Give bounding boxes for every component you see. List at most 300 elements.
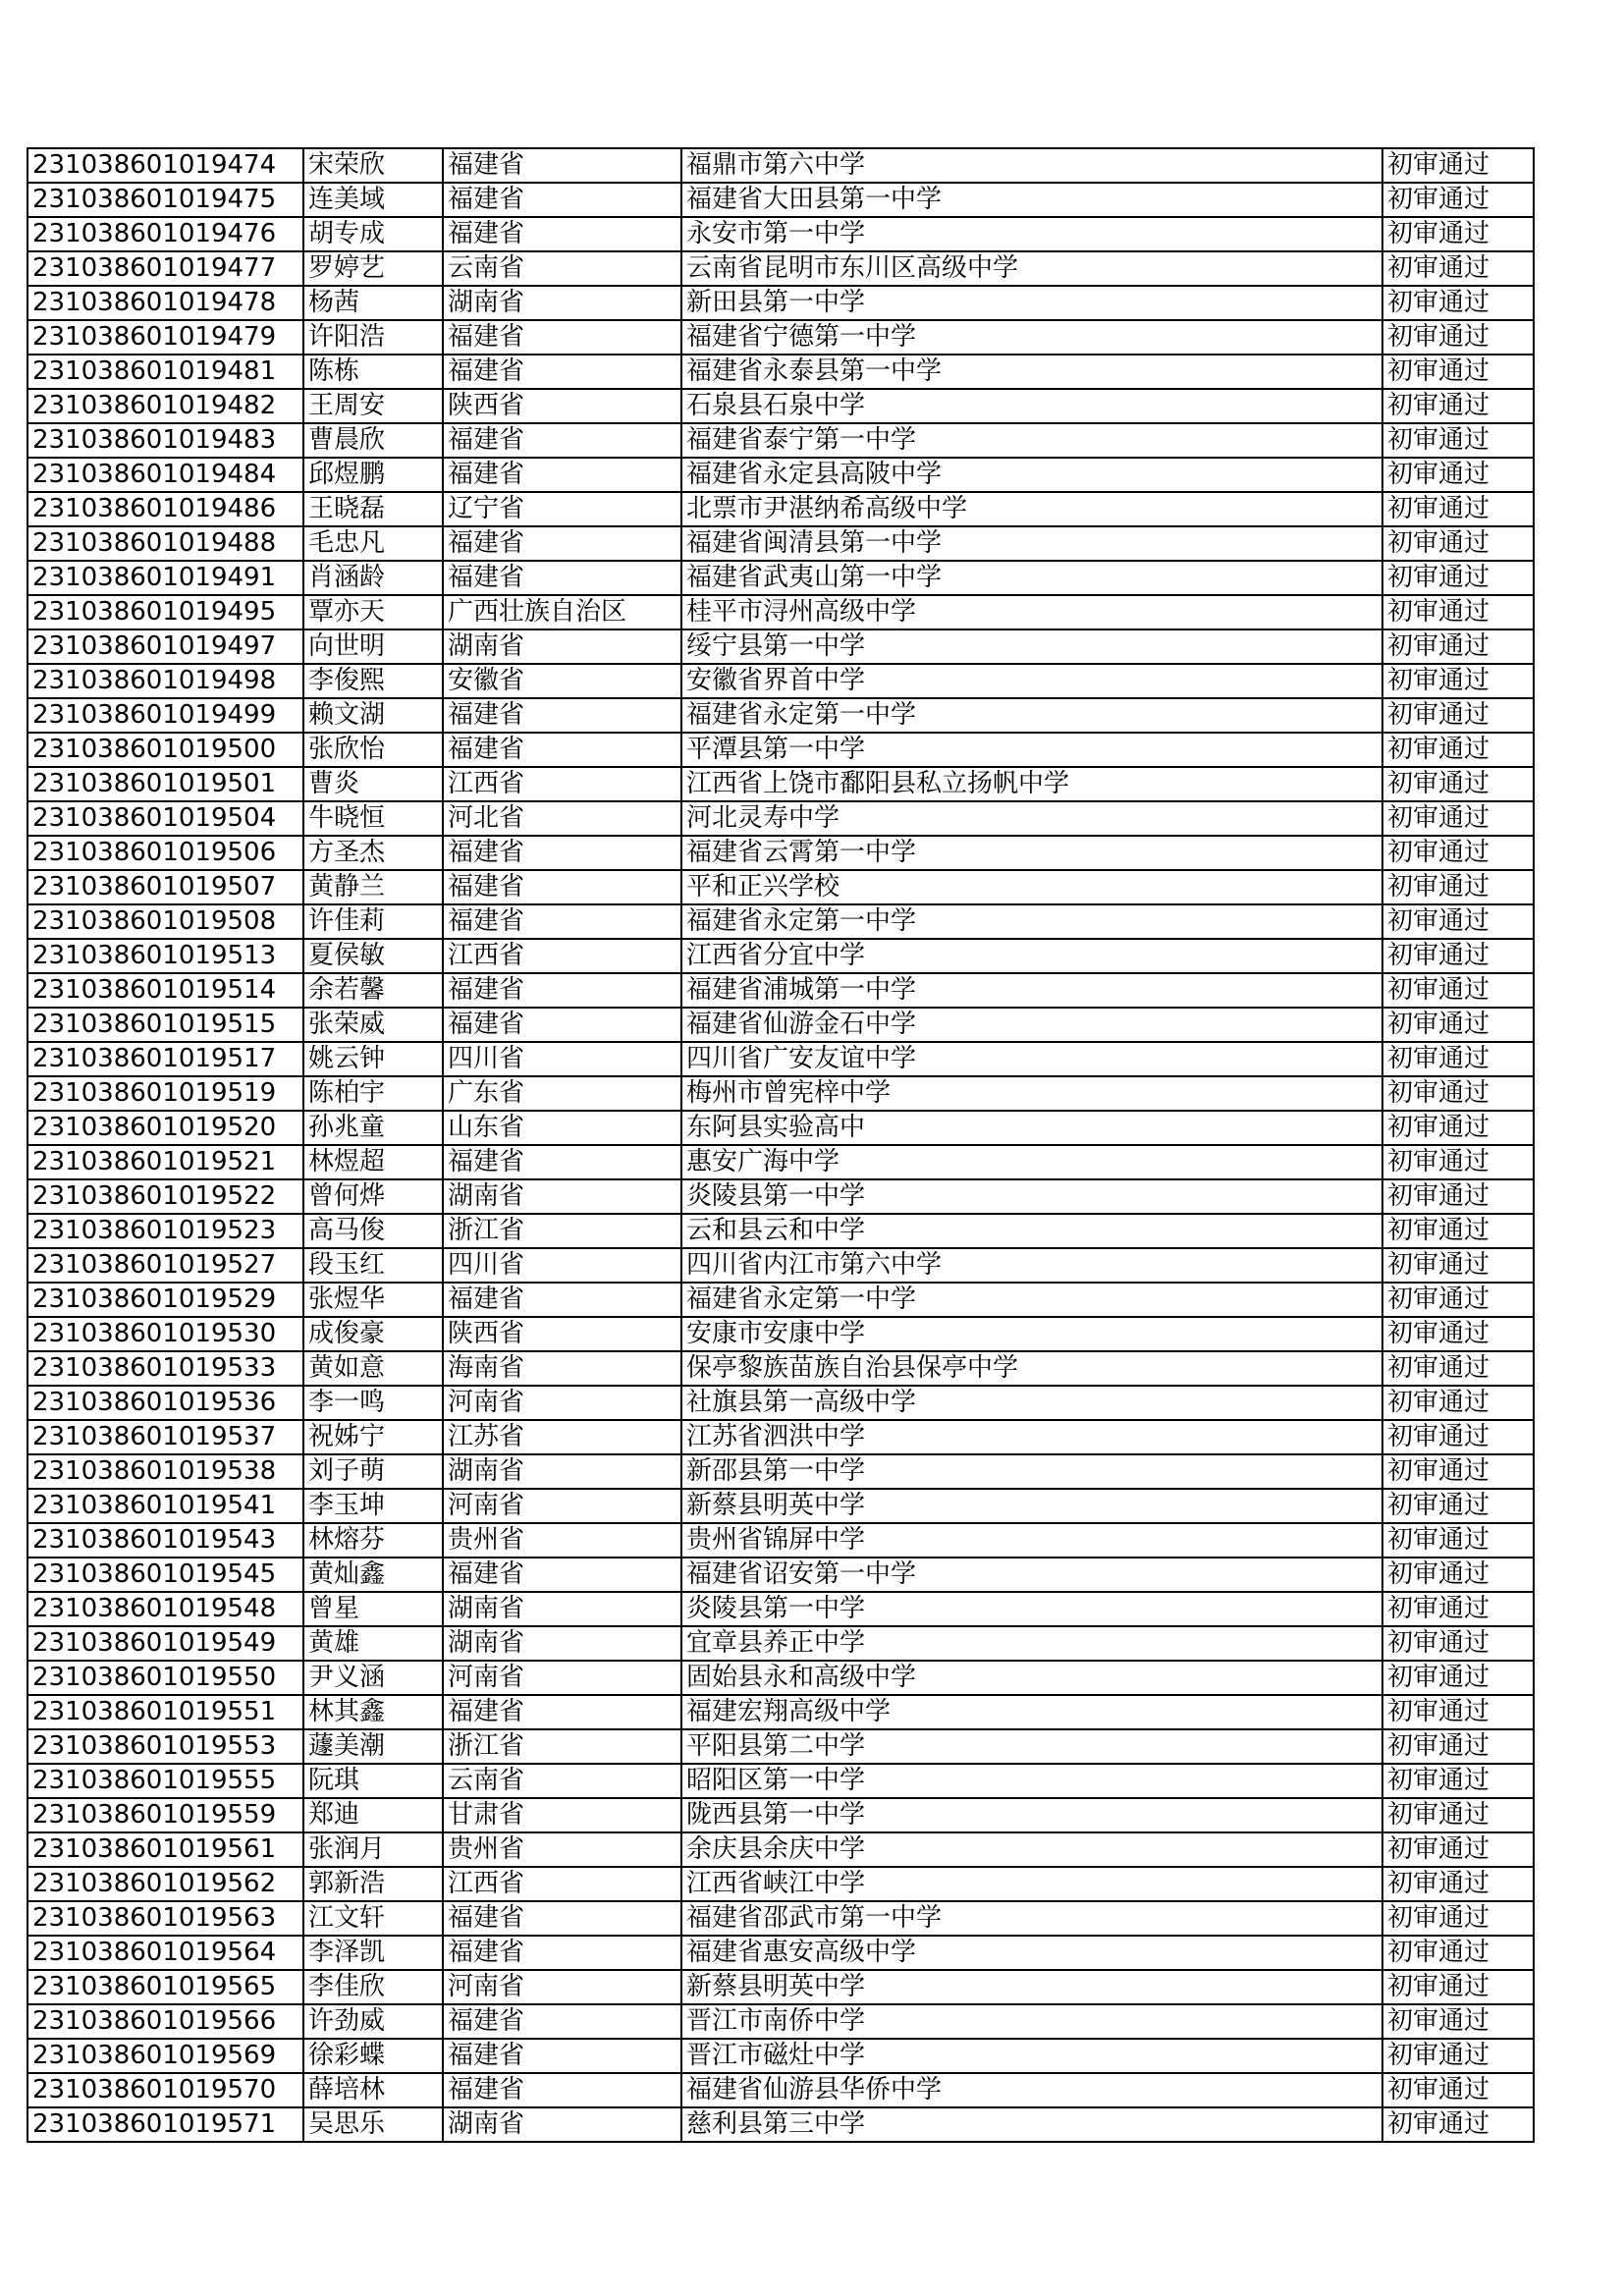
table-row: [27, 320, 1534, 355]
table-row: [27, 423, 1534, 458]
registration-id-cell: 231038601019517: [27, 1042, 303, 1076]
province-cell: 贵州省: [443, 1523, 681, 1558]
name-cell: 李俊熙: [303, 664, 443, 698]
registration-id-cell: 231038601019522: [27, 1179, 303, 1214]
school-cell: 平和正兴学校: [681, 870, 1382, 904]
status-cell: 初审通过: [1382, 492, 1534, 526]
name-cell: 曾何烨: [303, 1179, 443, 1214]
status-cell: 初审通过: [1382, 836, 1534, 870]
status-cell: 初审通过: [1382, 286, 1534, 320]
registration-id-cell: 231038601019523: [27, 1214, 303, 1248]
school-cell: 福建省仙游县华侨中学: [681, 2073, 1382, 2107]
registration-id-cell: 231038601019504: [27, 801, 303, 836]
registration-id-cell: 231038601019476: [27, 217, 303, 251]
name-cell: 余若馨: [303, 973, 443, 1008]
status-cell: 初审通过: [1382, 2073, 1534, 2107]
school-cell: 福建省浦城第一中学: [681, 973, 1382, 1008]
status-cell: 初审通过: [1382, 217, 1534, 251]
name-cell: 薛培林: [303, 2073, 443, 2107]
name-cell: 郑迪: [303, 1798, 443, 1832]
province-cell: 福建省: [443, 1901, 681, 1936]
status-cell: 初审通过: [1382, 1661, 1534, 1695]
province-cell: 福建省: [443, 1283, 681, 1317]
registration-id-cell: 231038601019551: [27, 1695, 303, 1729]
province-cell: 辽宁省: [443, 492, 681, 526]
status-cell: 初审通过: [1382, 2039, 1534, 2073]
registration-id-cell: 231038601019550: [27, 1661, 303, 1695]
registration-id-cell: 231038601019561: [27, 1832, 303, 1867]
registration-id-cell: 231038601019500: [27, 733, 303, 767]
name-cell: 毛忠凡: [303, 526, 443, 561]
name-cell: 杨茜: [303, 286, 443, 320]
registration-id-cell: 231038601019537: [27, 1420, 303, 1454]
registration-id-cell: 231038601019507: [27, 870, 303, 904]
school-cell: 福建宏翔高级中学: [681, 1695, 1382, 1729]
status-cell: 初审通过: [1382, 355, 1534, 389]
status-cell: 初审通过: [1382, 526, 1534, 561]
registration-id-cell: 231038601019530: [27, 1317, 303, 1351]
name-cell: 牛晓恒: [303, 801, 443, 836]
province-cell: 福建省: [443, 148, 681, 183]
status-cell: 初审通过: [1382, 1042, 1534, 1076]
school-cell: 安康市安康中学: [681, 1317, 1382, 1351]
province-cell: 江西省: [443, 939, 681, 973]
registration-id-cell: 231038601019491: [27, 561, 303, 595]
registration-id-cell: 231038601019513: [27, 939, 303, 973]
registration-id-cell: 231038601019508: [27, 904, 303, 939]
table-row: [27, 1420, 1534, 1454]
status-cell: 初审通过: [1382, 1695, 1534, 1729]
school-cell: 福建省大田县第一中学: [681, 183, 1382, 217]
table-row: [27, 1454, 1534, 1489]
status-cell: 初审通过: [1382, 148, 1534, 183]
school-cell: 四川省广安友谊中学: [681, 1042, 1382, 1076]
status-cell: 初审通过: [1382, 1832, 1534, 1867]
school-cell: 保亭黎族苗族自治县保亭中学: [681, 1351, 1382, 1386]
province-cell: 浙江省: [443, 1214, 681, 1248]
registration-id-cell: 231038601019488: [27, 526, 303, 561]
table-row: [27, 1901, 1534, 1936]
province-cell: 福建省: [443, 870, 681, 904]
name-cell: 黄静兰: [303, 870, 443, 904]
registration-id-cell: 231038601019548: [27, 1592, 303, 1626]
status-cell: 初审通过: [1382, 389, 1534, 423]
table-row: [27, 1867, 1534, 1901]
table-row: [27, 1386, 1534, 1420]
status-cell: 初审通过: [1382, 320, 1534, 355]
table-row: [27, 1661, 1534, 1695]
province-cell: 福建省: [443, 423, 681, 458]
table-row: [27, 1523, 1534, 1558]
name-cell: 赖文湖: [303, 698, 443, 733]
table-row: [27, 1076, 1534, 1111]
province-cell: 浙江省: [443, 1729, 681, 1764]
status-cell: 初审通过: [1382, 973, 1534, 1008]
table-row: [27, 217, 1534, 251]
registration-id-cell: 231038601019570: [27, 2073, 303, 2107]
school-cell: 惠安广海中学: [681, 1145, 1382, 1179]
registration-id-cell: 231038601019527: [27, 1248, 303, 1283]
status-cell: 初审通过: [1382, 1283, 1534, 1317]
name-cell: 林其鑫: [303, 1695, 443, 1729]
school-cell: 云南省昆明市东川区高级中学: [681, 251, 1382, 286]
school-cell: 安徽省界首中学: [681, 664, 1382, 698]
table-row: [27, 1695, 1534, 1729]
name-cell: 李佳欣: [303, 1970, 443, 2004]
table-row: [27, 1008, 1534, 1042]
candidate-table: [27, 147, 1535, 2143]
province-cell: 江苏省: [443, 1420, 681, 1454]
registration-id-cell: 231038601019515: [27, 1008, 303, 1042]
province-cell: 河南省: [443, 1489, 681, 1523]
registration-id-cell: 231038601019520: [27, 1111, 303, 1145]
registration-id-cell: 231038601019479: [27, 320, 303, 355]
registration-id-cell: 231038601019545: [27, 1558, 303, 1592]
registration-id-cell: 231038601019529: [27, 1283, 303, 1317]
table-row: [27, 870, 1534, 904]
status-cell: 初审通过: [1382, 1351, 1534, 1386]
name-cell: 林煜超: [303, 1145, 443, 1179]
name-cell: 张欣怡: [303, 733, 443, 767]
province-cell: 福建省: [443, 183, 681, 217]
registration-id-cell: 231038601019566: [27, 2004, 303, 2039]
status-cell: 初审通过: [1382, 1798, 1534, 1832]
registration-id-cell: 231038601019499: [27, 698, 303, 733]
table-row: [27, 1145, 1534, 1179]
school-cell: 贵州省锦屏中学: [681, 1523, 1382, 1558]
registration-id-cell: 231038601019481: [27, 355, 303, 389]
name-cell: 李泽凯: [303, 1936, 443, 1970]
status-cell: 初审通过: [1382, 1970, 1534, 2004]
status-cell: 初审通过: [1382, 698, 1534, 733]
province-cell: 河北省: [443, 801, 681, 836]
school-cell: 江苏省泗洪中学: [681, 1420, 1382, 1454]
name-cell: 林熔芬: [303, 1523, 443, 1558]
name-cell: 许佳莉: [303, 904, 443, 939]
status-cell: 初审通过: [1382, 767, 1534, 801]
name-cell: 黄如意: [303, 1351, 443, 1386]
province-cell: 湖南省: [443, 1454, 681, 1489]
status-cell: 初审通过: [1382, 733, 1534, 767]
status-cell: 初审通过: [1382, 183, 1534, 217]
school-cell: 永安市第一中学: [681, 217, 1382, 251]
school-cell: 福建省闽清县第一中学: [681, 526, 1382, 561]
name-cell: 许阳浩: [303, 320, 443, 355]
province-cell: 湖南省: [443, 2107, 681, 2142]
registration-id-cell: 231038601019571: [27, 2107, 303, 2142]
province-cell: 陕西省: [443, 1317, 681, 1351]
name-cell: 黄雄: [303, 1626, 443, 1661]
table-row: [27, 1729, 1534, 1764]
school-cell: 福建省泰宁第一中学: [681, 423, 1382, 458]
name-cell: 阮琪: [303, 1764, 443, 1798]
school-cell: 炎陵县第一中学: [681, 1179, 1382, 1214]
name-cell: 宋荣欣: [303, 148, 443, 183]
status-cell: 初审通过: [1382, 629, 1534, 664]
table-row: [27, 1558, 1534, 1592]
table-row: [27, 561, 1534, 595]
table-row: [27, 1179, 1534, 1214]
table-row: [27, 148, 1534, 183]
school-cell: 桂平市浔州高级中学: [681, 595, 1382, 629]
province-cell: 河南省: [443, 1386, 681, 1420]
table-row: [27, 904, 1534, 939]
registration-id-cell: 231038601019536: [27, 1386, 303, 1420]
registration-id-cell: 231038601019483: [27, 423, 303, 458]
school-cell: 江西省上饶市鄱阳县私立扬帆中学: [681, 767, 1382, 801]
name-cell: 罗婷艺: [303, 251, 443, 286]
name-cell: 尹义涵: [303, 1661, 443, 1695]
province-cell: 福建省: [443, 698, 681, 733]
school-cell: 晋江市磁灶中学: [681, 2039, 1382, 2073]
name-cell: 夏侯敏: [303, 939, 443, 973]
table-row: [27, 698, 1534, 733]
name-cell: 高马俊: [303, 1214, 443, 1248]
province-cell: 湖南省: [443, 629, 681, 664]
name-cell: 刘子萌: [303, 1454, 443, 1489]
province-cell: 福建省: [443, 355, 681, 389]
name-cell: 李一鸣: [303, 1386, 443, 1420]
table-row: [27, 1214, 1534, 1248]
school-cell: 昭阳区第一中学: [681, 1764, 1382, 1798]
status-cell: 初审通过: [1382, 1626, 1534, 1661]
status-cell: 初审通过: [1382, 1729, 1534, 1764]
table-row: [27, 1489, 1534, 1523]
school-cell: 平潭县第一中学: [681, 733, 1382, 767]
table-row: [27, 939, 1534, 973]
school-cell: 福建省邵武市第一中学: [681, 1901, 1382, 1936]
status-cell: 初审通过: [1382, 1936, 1534, 1970]
name-cell: 李玉坤: [303, 1489, 443, 1523]
registration-id-cell: 231038601019555: [27, 1764, 303, 1798]
name-cell: 胡专成: [303, 217, 443, 251]
status-cell: 初审通过: [1382, 1867, 1534, 1901]
name-cell: 曾星: [303, 1592, 443, 1626]
registration-id-cell: 231038601019474: [27, 148, 303, 183]
name-cell: 江文轩: [303, 1901, 443, 1936]
province-cell: 广西壮族自治区: [443, 595, 681, 629]
name-cell: 肖涵龄: [303, 561, 443, 595]
registration-id-cell: 231038601019569: [27, 2039, 303, 2073]
registration-id-cell: 231038601019506: [27, 836, 303, 870]
registration-id-cell: 231038601019565: [27, 1970, 303, 2004]
school-cell: 晋江市南侨中学: [681, 2004, 1382, 2039]
school-cell: 东阿县实验高中: [681, 1111, 1382, 1145]
registration-id-cell: 231038601019553: [27, 1729, 303, 1764]
status-cell: 初审通过: [1382, 1386, 1534, 1420]
table-row: [27, 1351, 1534, 1386]
school-cell: 河北灵寿中学: [681, 801, 1382, 836]
name-cell: 曹晨欣: [303, 423, 443, 458]
registration-id-cell: 231038601019495: [27, 595, 303, 629]
province-cell: 福建省: [443, 836, 681, 870]
registration-id-cell: 231038601019543: [27, 1523, 303, 1558]
name-cell: 张煜华: [303, 1283, 443, 1317]
school-cell: 余庆县余庆中学: [681, 1832, 1382, 1867]
table-row: [27, 801, 1534, 836]
status-cell: 初审通过: [1382, 1076, 1534, 1111]
school-cell: 福建省惠安高级中学: [681, 1936, 1382, 1970]
name-cell: 陈柏宇: [303, 1076, 443, 1111]
school-cell: 新田县第一中学: [681, 286, 1382, 320]
candidate-table-body: [27, 148, 1534, 2142]
school-cell: 陇西县第一中学: [681, 1798, 1382, 1832]
province-cell: 湖南省: [443, 1179, 681, 1214]
province-cell: 福建省: [443, 2039, 681, 2073]
table-row: [27, 1248, 1534, 1283]
registration-id-cell: 231038601019541: [27, 1489, 303, 1523]
status-cell: 初审通过: [1382, 664, 1534, 698]
status-cell: 初审通过: [1382, 1111, 1534, 1145]
table-row: [27, 1936, 1534, 1970]
table-row: [27, 389, 1534, 423]
registration-id-cell: 231038601019549: [27, 1626, 303, 1661]
table-row: [27, 458, 1534, 492]
registration-id-cell: 231038601019478: [27, 286, 303, 320]
school-cell: 梅州市曾宪梓中学: [681, 1076, 1382, 1111]
registration-id-cell: 231038601019519: [27, 1076, 303, 1111]
registration-id-cell: 231038601019514: [27, 973, 303, 1008]
province-cell: 福建省: [443, 733, 681, 767]
table-row: [27, 664, 1534, 698]
status-cell: 初审通过: [1382, 561, 1534, 595]
status-cell: 初审通过: [1382, 458, 1534, 492]
name-cell: 王周安: [303, 389, 443, 423]
table-row: [27, 629, 1534, 664]
province-cell: 广东省: [443, 1076, 681, 1111]
name-cell: 覃亦天: [303, 595, 443, 629]
status-cell: 初审通过: [1382, 251, 1534, 286]
table-row: [27, 251, 1534, 286]
province-cell: 四川省: [443, 1248, 681, 1283]
school-cell: 四川省内江市第六中学: [681, 1248, 1382, 1283]
school-cell: 云和县云和中学: [681, 1214, 1382, 1248]
school-cell: 新邵县第一中学: [681, 1454, 1382, 1489]
school-cell: 福鼎市第六中学: [681, 148, 1382, 183]
registration-id-cell: 231038601019521: [27, 1145, 303, 1179]
status-cell: 初审通过: [1382, 904, 1534, 939]
table-row: [27, 767, 1534, 801]
school-cell: 宜章县养正中学: [681, 1626, 1382, 1661]
status-cell: 初审通过: [1382, 1489, 1534, 1523]
table-row: [27, 595, 1534, 629]
status-cell: 初审通过: [1382, 423, 1534, 458]
school-cell: 新蔡县明英中学: [681, 1489, 1382, 1523]
table-row: [27, 1317, 1534, 1351]
table-row: [27, 286, 1534, 320]
candidate-table-container: [27, 147, 1535, 2143]
name-cell: 吴思乐: [303, 2107, 443, 2142]
name-cell: 孙兆童: [303, 1111, 443, 1145]
registration-id-cell: 231038601019562: [27, 1867, 303, 1901]
school-cell: 福建省仙游金石中学: [681, 1008, 1382, 1042]
name-cell: 曹炎: [303, 767, 443, 801]
province-cell: 云南省: [443, 1764, 681, 1798]
name-cell: 许劲威: [303, 2004, 443, 2039]
registration-id-cell: 231038601019563: [27, 1901, 303, 1936]
school-cell: 炎陵县第一中学: [681, 1592, 1382, 1626]
status-cell: 初审通过: [1382, 870, 1534, 904]
name-cell: 成俊豪: [303, 1317, 443, 1351]
name-cell: 段玉红: [303, 1248, 443, 1283]
table-row: [27, 1283, 1534, 1317]
registration-id-cell: 231038601019501: [27, 767, 303, 801]
province-cell: 福建省: [443, 1558, 681, 1592]
status-cell: 初审通过: [1382, 1317, 1534, 1351]
registration-id-cell: 231038601019477: [27, 251, 303, 286]
table-row: [27, 183, 1534, 217]
table-row: [27, 2004, 1534, 2039]
registration-id-cell: 231038601019538: [27, 1454, 303, 1489]
table-row: [27, 2073, 1534, 2107]
school-cell: 福建省云霄第一中学: [681, 836, 1382, 870]
name-cell: 邱煜鹏: [303, 458, 443, 492]
registration-id-cell: 231038601019484: [27, 458, 303, 492]
status-cell: 初审通过: [1382, 1179, 1534, 1214]
registration-id-cell: 231038601019497: [27, 629, 303, 664]
table-row: [27, 492, 1534, 526]
school-cell: 福建省宁德第一中学: [681, 320, 1382, 355]
registration-id-cell: 231038601019533: [27, 1351, 303, 1386]
status-cell: 初审通过: [1382, 595, 1534, 629]
status-cell: 初审通过: [1382, 2107, 1534, 2142]
table-row: [27, 733, 1534, 767]
school-cell: 福建省永泰县第一中学: [681, 355, 1382, 389]
school-cell: 福建省武夷山第一中学: [681, 561, 1382, 595]
school-cell: 平阳县第二中学: [681, 1729, 1382, 1764]
table-row: [27, 1042, 1534, 1076]
province-cell: 福建省: [443, 561, 681, 595]
status-cell: 初审通过: [1382, 2004, 1534, 2039]
table-row: [27, 1111, 1534, 1145]
registration-id-cell: 231038601019564: [27, 1936, 303, 1970]
name-cell: 姚云钟: [303, 1042, 443, 1076]
province-cell: 云南省: [443, 251, 681, 286]
province-cell: 湖南省: [443, 1592, 681, 1626]
name-cell: 郭新浩: [303, 1867, 443, 1901]
status-cell: 初审通过: [1382, 1248, 1534, 1283]
province-cell: 陕西省: [443, 389, 681, 423]
school-cell: 福建省诏安第一中学: [681, 1558, 1382, 1592]
name-cell: 张荣威: [303, 1008, 443, 1042]
province-cell: 海南省: [443, 1351, 681, 1386]
province-cell: 贵州省: [443, 1832, 681, 1867]
table-row: [27, 1764, 1534, 1798]
school-cell: 新蔡县明英中学: [681, 1970, 1382, 2004]
province-cell: 福建省: [443, 1695, 681, 1729]
school-cell: 福建省永定第一中学: [681, 904, 1382, 939]
registration-id-cell: 231038601019475: [27, 183, 303, 217]
province-cell: 江西省: [443, 767, 681, 801]
province-cell: 湖南省: [443, 286, 681, 320]
name-cell: 陈栋: [303, 355, 443, 389]
name-cell: 连美域: [303, 183, 443, 217]
table-row: [27, 526, 1534, 561]
table-row: [27, 1832, 1534, 1867]
table-row: [27, 973, 1534, 1008]
status-cell: 初审通过: [1382, 1214, 1534, 1248]
table-row: [27, 1592, 1534, 1626]
status-cell: 初审通过: [1382, 1523, 1534, 1558]
province-cell: 四川省: [443, 1042, 681, 1076]
province-cell: 福建省: [443, 1145, 681, 1179]
province-cell: 福建省: [443, 2004, 681, 2039]
table-row: [27, 1970, 1534, 2004]
registration-id-cell: 231038601019498: [27, 664, 303, 698]
status-cell: 初审通过: [1382, 1592, 1534, 1626]
school-cell: 社旗县第一高级中学: [681, 1386, 1382, 1420]
name-cell: 张润月: [303, 1832, 443, 1867]
